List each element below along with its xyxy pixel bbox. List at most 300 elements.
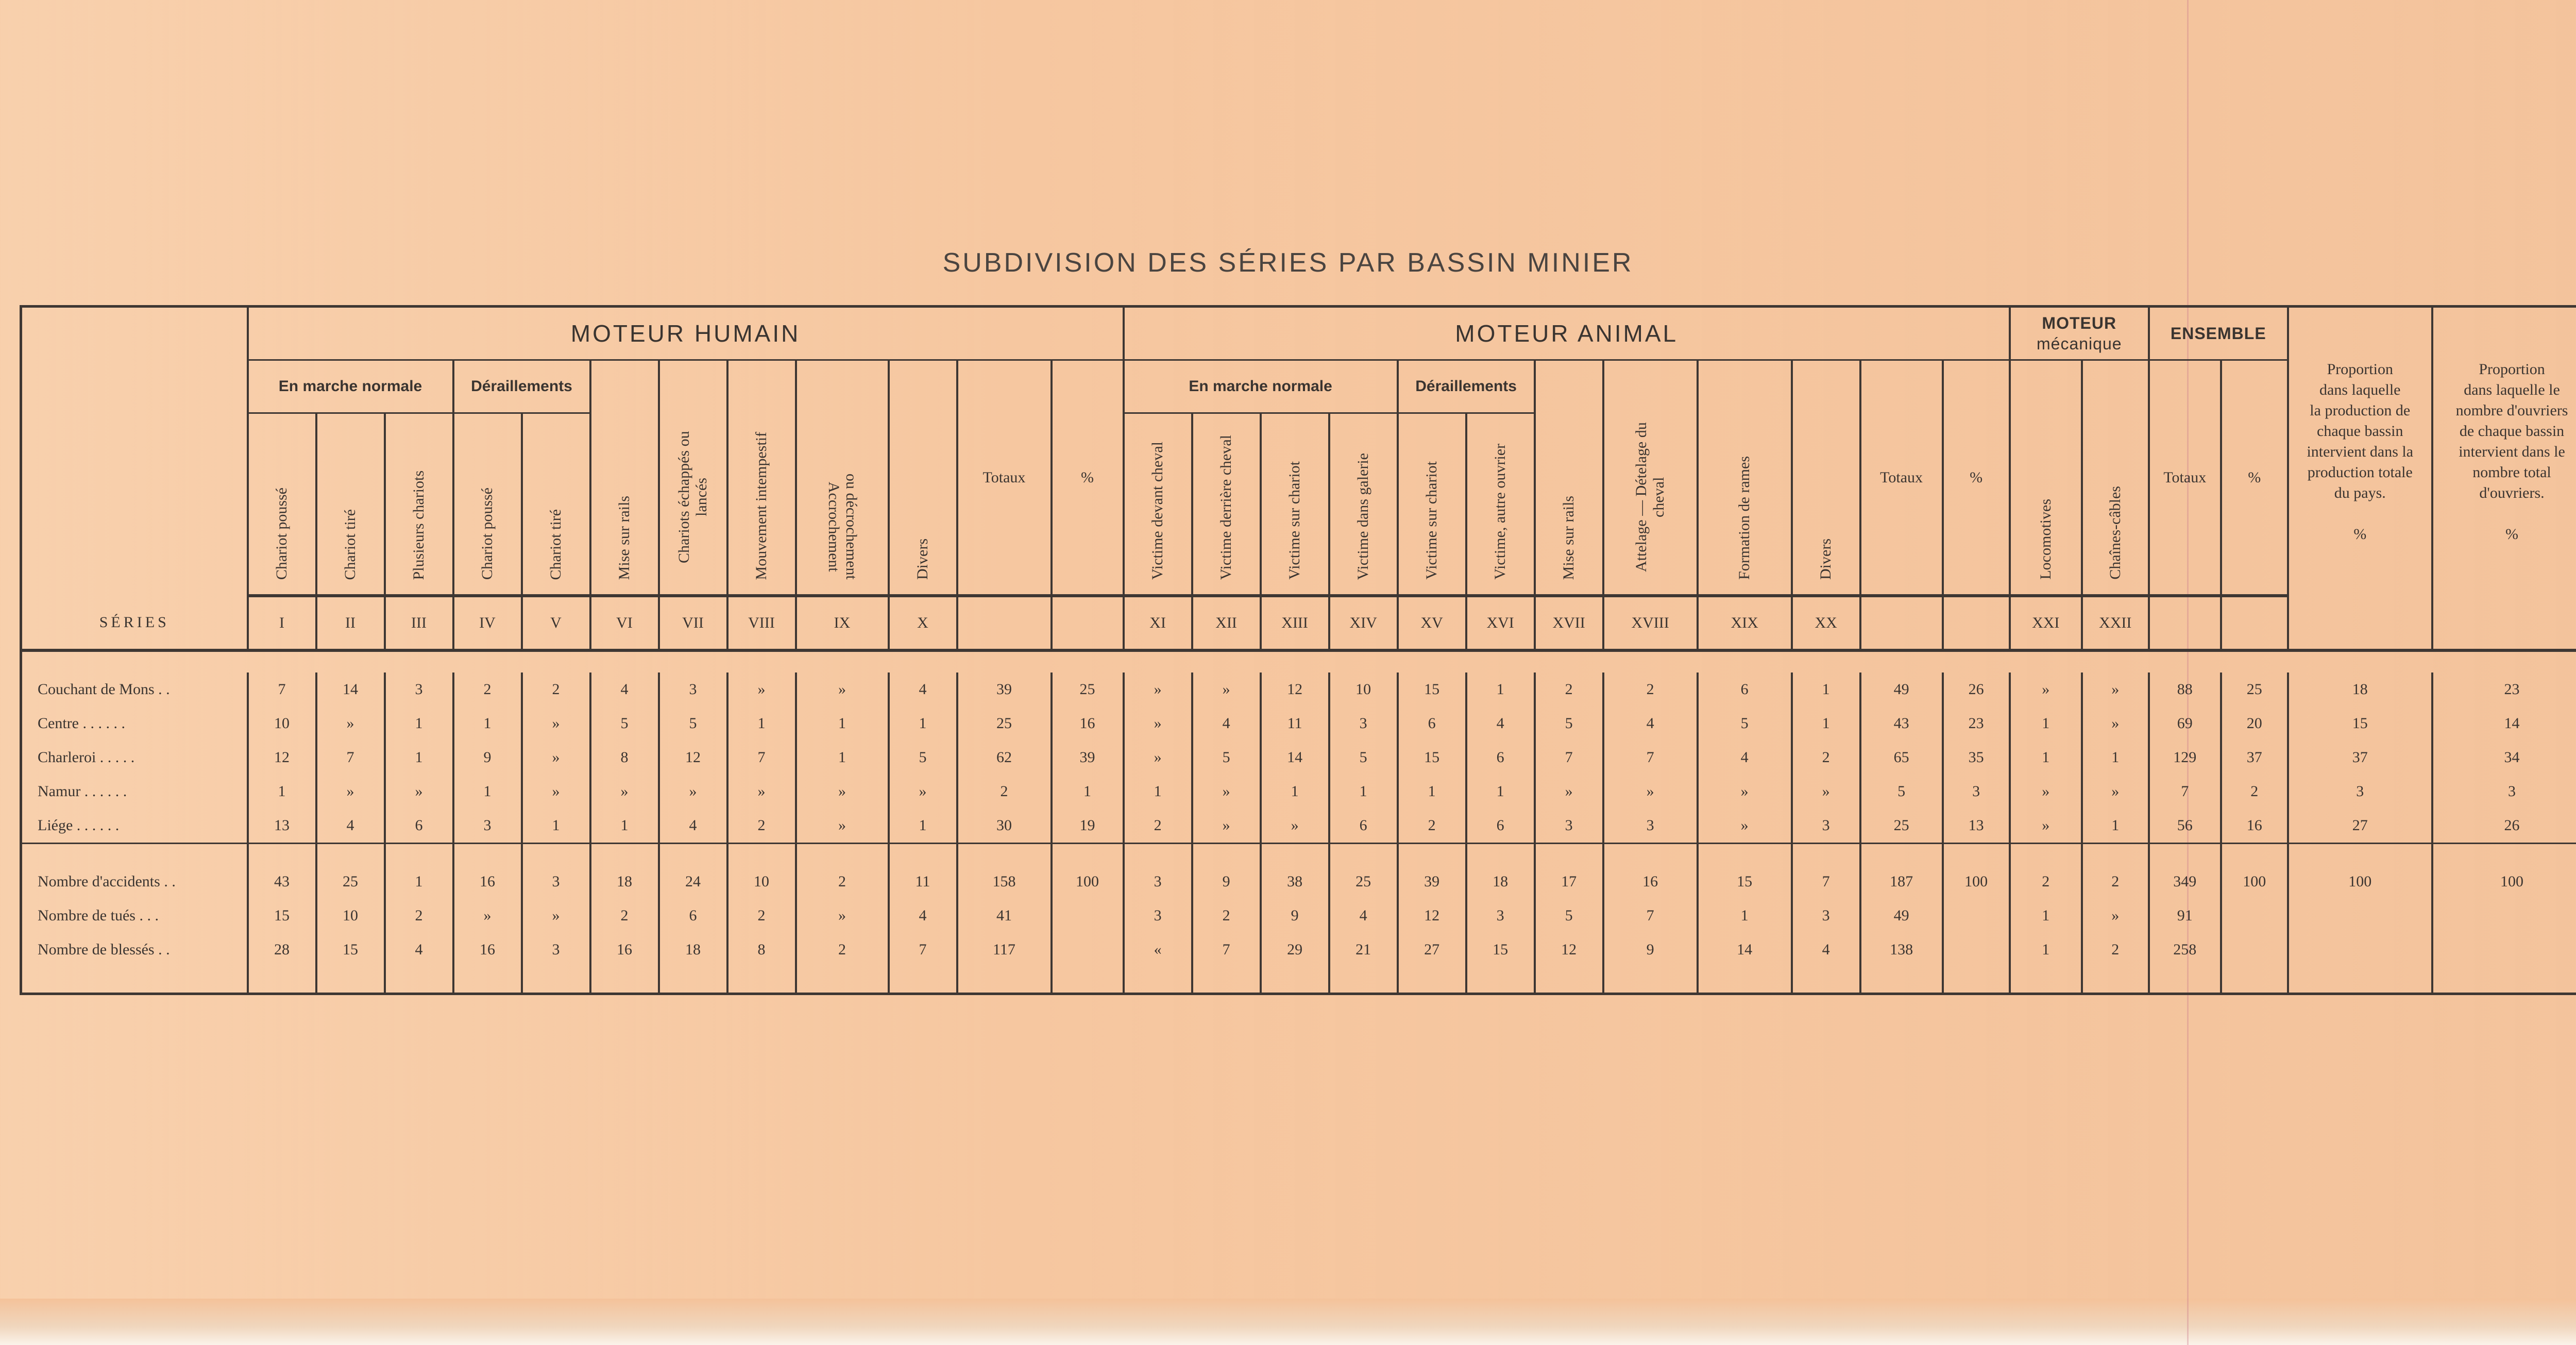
- table-cell: »: [2082, 707, 2149, 741]
- table-cell: 2: [1535, 672, 1603, 707]
- roman-cell: XVI: [1466, 596, 1535, 650]
- table-cell: 5: [1860, 775, 1943, 809]
- roman-cell: XXII: [2082, 596, 2149, 650]
- table-cell: [1943, 933, 2010, 967]
- table-cell: »: [590, 775, 659, 809]
- col-header-a-pct: %: [1943, 360, 2010, 596]
- table-cell: 138: [1860, 933, 1943, 967]
- table-cell: 27: [2288, 809, 2432, 844]
- col-header-e-totaux: Totaux: [2149, 360, 2221, 596]
- table-cell: 10: [248, 707, 316, 741]
- table-cell: 1: [522, 809, 590, 844]
- table-cell: 5: [1535, 899, 1603, 933]
- table-cell: 14: [2432, 707, 2576, 741]
- table-cell: 10: [1329, 672, 1398, 707]
- series-header-blank: [21, 307, 248, 596]
- table-cell: 100: [2288, 865, 2432, 899]
- table-cell: 3: [1466, 899, 1535, 933]
- table-cell: 15: [1398, 672, 1466, 707]
- table-cell: 6: [385, 809, 453, 844]
- table-cell: 1: [1792, 672, 1860, 707]
- roman-cell: [2432, 596, 2576, 650]
- roman-cell: XIX: [1698, 596, 1792, 650]
- col-header-c13: Victime sur chariot: [1261, 413, 1329, 596]
- roman-cell: III: [385, 596, 453, 650]
- table-cell: 18: [2288, 672, 2432, 707]
- table-cell: 15: [1466, 933, 1535, 967]
- table-cell: »: [316, 775, 385, 809]
- table-cell: 2: [727, 899, 796, 933]
- table-cell: »: [1535, 775, 1603, 809]
- table-cell: 1: [1124, 775, 1192, 809]
- table-cell: 88: [2149, 672, 2221, 707]
- proportion-ouvriers-header: Proportion dans laquelle le nombre d'ouvriers de chaque bassin intervient dans le nombre total d'ouvriers. %: [2432, 307, 2576, 596]
- table-cell: 2: [796, 933, 889, 967]
- col-header-c6: Mise sur rails: [590, 360, 659, 596]
- table-cell: 3: [2432, 775, 2576, 809]
- table-cell: 2: [2082, 933, 2149, 967]
- table-cell: 4: [1698, 741, 1792, 775]
- table-cell: 12: [1535, 933, 1603, 967]
- table-cell: »: [385, 775, 453, 809]
- table-cell: »: [1698, 809, 1792, 844]
- table-cell: 56: [2149, 809, 2221, 844]
- table-cell: 11: [889, 865, 957, 899]
- col-header-c11: Victime devant cheval: [1124, 413, 1192, 596]
- paper-bottom-edge: [0, 1299, 2576, 1345]
- subgroup-a-normale: En marche normale: [1124, 360, 1398, 413]
- roman-cell: IX: [796, 596, 889, 650]
- table-cell: 30: [957, 809, 1052, 844]
- table-cell: 1: [1398, 775, 1466, 809]
- table-cell: 91: [2149, 899, 2221, 933]
- table-cell: 158: [957, 865, 1052, 899]
- table-cell: 6: [1466, 809, 1535, 844]
- table-cell: 16: [1603, 865, 1698, 899]
- table-cell: 14: [1698, 933, 1792, 967]
- table-cell: [2221, 933, 2288, 967]
- roman-cell: XVII: [1535, 596, 1603, 650]
- table-cell: 1: [590, 809, 659, 844]
- roman-cell: I: [248, 596, 316, 650]
- table-cell: 28: [248, 933, 316, 967]
- accident-table: [20, 305, 2576, 995]
- totals-row: [21, 933, 2576, 967]
- table-cell: 9: [1261, 899, 1329, 933]
- table-cell: 25: [1860, 809, 1943, 844]
- table-cell: »: [1124, 741, 1192, 775]
- table-cell: [2288, 899, 2432, 933]
- roman-cell: VII: [659, 596, 727, 650]
- table-cell: 1: [453, 775, 522, 809]
- table-cell: 7: [1603, 899, 1698, 933]
- table-cell: 1: [727, 707, 796, 741]
- table-cell: 37: [2221, 741, 2288, 775]
- roman-cell: XII: [1192, 596, 1261, 650]
- table-cell: 6: [1466, 741, 1535, 775]
- table-cell: 1: [1261, 775, 1329, 809]
- table-cell: 3: [385, 672, 453, 707]
- roman-cell: [2221, 596, 2288, 650]
- table-cell: 3: [1943, 775, 2010, 809]
- table-cell: 23: [1943, 707, 2010, 741]
- col-header-c3: Plusieurs chariots: [385, 413, 453, 596]
- table-cell: 12: [659, 741, 727, 775]
- group-moteur-humain: MOTEUR HUMAIN: [248, 307, 1124, 360]
- table-cell: 23: [2432, 672, 2576, 707]
- table-cell: 21: [1329, 933, 1398, 967]
- table-cell: 7: [1603, 741, 1698, 775]
- table-cell: 43: [1860, 707, 1943, 741]
- roman-cell: [1052, 596, 1124, 650]
- table-cell: 13: [1943, 809, 2010, 844]
- table-cell: 2: [2010, 865, 2082, 899]
- table-cell: 1: [1466, 775, 1535, 809]
- col-header-c4: Chariot poussé: [453, 413, 522, 596]
- col-header-c14: Victime dans galerie: [1329, 413, 1398, 596]
- roman-cell: II: [316, 596, 385, 650]
- table-cell: 25: [957, 707, 1052, 741]
- proportion-production-header: Proportion dans laquelle la production de chaque bassin intervient dans la production totale du pays. %: [2288, 307, 2432, 596]
- table-cell: 7: [1792, 865, 1860, 899]
- roman-cell: IV: [453, 596, 522, 650]
- table-cell: 4: [590, 672, 659, 707]
- row-label: Nombre de tués . . .: [21, 899, 248, 933]
- roman-cell: XIV: [1329, 596, 1398, 650]
- table-cell: [1052, 899, 1124, 933]
- table-cell: 16: [2221, 809, 2288, 844]
- table-cell: »: [889, 775, 957, 809]
- col-header-c1: Chariot poussé: [248, 413, 316, 596]
- table-cell: 37: [2288, 741, 2432, 775]
- table-cell: 3: [1792, 809, 1860, 844]
- row-label: Liége . . . . . .: [21, 809, 248, 844]
- table-cell: 39: [1398, 865, 1466, 899]
- table-cell: 100: [1052, 865, 1124, 899]
- col-header-c19: Formation de rames: [1698, 360, 1792, 596]
- table-cell: 3: [522, 933, 590, 967]
- roman-cell: XVIII: [1603, 596, 1698, 650]
- table-cell: 16: [1052, 707, 1124, 741]
- table-cell: [1943, 899, 2010, 933]
- table-cell: 1: [453, 707, 522, 741]
- table-cell: 29: [1261, 933, 1329, 967]
- table-cell: 6: [1329, 809, 1398, 844]
- table-cell: 41: [957, 899, 1052, 933]
- table-cell: 349: [2149, 865, 2221, 899]
- table-cell: 4: [1792, 933, 1860, 967]
- table-cell: 15: [1698, 865, 1792, 899]
- table-cell: 2: [796, 865, 889, 899]
- table-cell: 7: [1192, 933, 1261, 967]
- table-cell: 1: [385, 865, 453, 899]
- table-cell: 25: [2221, 672, 2288, 707]
- table-cell: 4: [659, 809, 727, 844]
- roman-cell: XXI: [2010, 596, 2082, 650]
- table-cell: 1: [796, 707, 889, 741]
- table-cell: 39: [1052, 741, 1124, 775]
- table-cell: 9: [1192, 865, 1261, 899]
- roman-cell: [1943, 596, 2010, 650]
- table-cell: 2: [1192, 899, 1261, 933]
- table-cell: 25: [1052, 672, 1124, 707]
- table-cell: »: [1792, 775, 1860, 809]
- table-cell: 43: [248, 865, 316, 899]
- table-cell: »: [522, 775, 590, 809]
- table-cell: »: [2010, 672, 2082, 707]
- table-cell: [2432, 933, 2576, 967]
- table-cell: 7: [1535, 741, 1603, 775]
- table-cell: 10: [727, 865, 796, 899]
- table-row: [21, 672, 2576, 707]
- table-cell: 129: [2149, 741, 2221, 775]
- col-header-c10: Divers: [889, 360, 957, 596]
- table-cell: 5: [590, 707, 659, 741]
- row-label: Namur . . . . . .: [21, 775, 248, 809]
- table-cell: 5: [889, 741, 957, 775]
- table-cell: 12: [1261, 672, 1329, 707]
- roman-cell: XIII: [1261, 596, 1329, 650]
- roman-cell: [2149, 596, 2221, 650]
- col-header-c12: Victime derrière cheval: [1192, 413, 1261, 596]
- table-cell: 15: [1398, 741, 1466, 775]
- table-cell: 3: [1792, 899, 1860, 933]
- table-cell: »: [522, 707, 590, 741]
- table-cell: 2: [453, 672, 522, 707]
- table-cell: »: [1192, 672, 1261, 707]
- subgroup-header-row: [21, 360, 2576, 413]
- col-header-a-totaux: Totaux: [1860, 360, 1943, 596]
- table-cell: 1: [1466, 672, 1535, 707]
- table-cell: [1052, 933, 1124, 967]
- subgroup-h-deraillements: Déraillements: [453, 360, 590, 413]
- subgroup-h-normale: En marche normale: [248, 360, 453, 413]
- separator-row: [21, 844, 2576, 865]
- table-cell: 15: [2288, 707, 2432, 741]
- roman-cell: X: [889, 596, 957, 650]
- table-cell: 3: [1124, 899, 1192, 933]
- table-cell: 3: [1603, 809, 1698, 844]
- table-cell: 4: [1603, 707, 1698, 741]
- table-cell: 11: [1261, 707, 1329, 741]
- table-cell: 15: [248, 899, 316, 933]
- table-cell: 4: [889, 672, 957, 707]
- table-cell: 8: [590, 741, 659, 775]
- table-row: [21, 775, 2576, 809]
- table-cell: 2: [1603, 672, 1698, 707]
- col-header-h-pct: %: [1052, 360, 1124, 596]
- table-cell: »: [796, 672, 889, 707]
- table-cell: »: [316, 707, 385, 741]
- table-cell: 3: [659, 672, 727, 707]
- table-cell: 1: [2010, 899, 2082, 933]
- table-cell: 1: [2010, 933, 2082, 967]
- table-cell: »: [1603, 775, 1698, 809]
- table-cell: 27: [1398, 933, 1466, 967]
- table-cell: 1: [2010, 707, 2082, 741]
- group-moteur-mecanique: MOTEUR mécanique: [2010, 307, 2149, 360]
- table-cell: »: [727, 775, 796, 809]
- roman-cell: VI: [590, 596, 659, 650]
- table-cell: 1: [248, 775, 316, 809]
- table-cell: »: [522, 899, 590, 933]
- table-cell: 7: [248, 672, 316, 707]
- table-cell: 18: [590, 865, 659, 899]
- roman-cell: [957, 596, 1052, 650]
- roman-numeral-row: [21, 596, 2576, 650]
- table-cell: 24: [659, 865, 727, 899]
- row-label: Nombre d'accidents . .: [21, 865, 248, 899]
- table-cell: 100: [2221, 865, 2288, 899]
- table-cell: »: [659, 775, 727, 809]
- table-cell: 2: [1792, 741, 1860, 775]
- table-cell: 16: [453, 865, 522, 899]
- table-cell: 1: [889, 707, 957, 741]
- table-cell: 10: [316, 899, 385, 933]
- table-cell: 3: [2288, 775, 2432, 809]
- col-header-c8: Mouvement intempestif: [727, 360, 796, 596]
- table-cell: 1: [1698, 899, 1792, 933]
- row-label: Nombre de blessés . .: [21, 933, 248, 967]
- table-cell: 1: [1052, 775, 1124, 809]
- group-ensemble: ENSEMBLE: [2149, 307, 2288, 360]
- table-cell: 2: [522, 672, 590, 707]
- table-cell: »: [1261, 809, 1329, 844]
- table-cell: 19: [1052, 809, 1124, 844]
- table-cell: 2: [590, 899, 659, 933]
- table-container: [20, 305, 2576, 1052]
- table-cell: 4: [1466, 707, 1535, 741]
- table-cell: 4: [1329, 899, 1398, 933]
- roman-cell: XX: [1792, 596, 1860, 650]
- table-cell: 18: [1466, 865, 1535, 899]
- table-cell: 4: [1192, 707, 1261, 741]
- table-cell: 12: [1398, 899, 1466, 933]
- table-cell: 1: [385, 707, 453, 741]
- table-cell: »: [1124, 672, 1192, 707]
- col-header-c17: Mise sur rails: [1535, 360, 1603, 596]
- table-cell: 1: [1329, 775, 1398, 809]
- group-moteur-animal: MOTEUR ANIMAL: [1124, 307, 2010, 360]
- table-cell: 14: [1261, 741, 1329, 775]
- col-header-c15: Victime sur chariot: [1398, 413, 1466, 596]
- group-header-row: [21, 307, 2576, 360]
- roman-cell: XV: [1398, 596, 1466, 650]
- table-cell: 2: [2221, 775, 2288, 809]
- table-cell: 2: [1124, 809, 1192, 844]
- table-cell: »: [453, 899, 522, 933]
- table-cell: 4: [385, 933, 453, 967]
- table-cell: 3: [453, 809, 522, 844]
- table-cell: 3: [1535, 809, 1603, 844]
- table-cell: 3: [522, 865, 590, 899]
- col-header-e-pct: %: [2221, 360, 2288, 596]
- table-cell: 1: [2082, 741, 2149, 775]
- table-cell: 2: [727, 809, 796, 844]
- table-cell: 17: [1535, 865, 1603, 899]
- col-header-c2: Chariot tiré: [316, 413, 385, 596]
- spacer-row: [21, 650, 2576, 672]
- table-cell: 20: [2221, 707, 2288, 741]
- roman-cell: V: [522, 596, 590, 650]
- table-cell: »: [796, 899, 889, 933]
- roman-cell: XI: [1124, 596, 1192, 650]
- table-cell: 117: [957, 933, 1052, 967]
- table-row: [21, 809, 2576, 844]
- table-cell: 1: [796, 741, 889, 775]
- table-cell: 8: [727, 933, 796, 967]
- col-header-c16: Victime, autre ouvrier: [1466, 413, 1535, 596]
- table-cell: 1: [385, 741, 453, 775]
- table-cell: »: [2082, 899, 2149, 933]
- col-header-c18: Attelage — Dételage du cheval: [1603, 360, 1698, 596]
- table-cell: 65: [1860, 741, 1943, 775]
- table-cell: 9: [453, 741, 522, 775]
- table-cell: [2432, 899, 2576, 933]
- table-row: [21, 741, 2576, 775]
- row-label: Couchant de Mons . .: [21, 672, 248, 707]
- table-cell: »: [796, 809, 889, 844]
- table-cell: »: [1192, 809, 1261, 844]
- table-cell: 258: [2149, 933, 2221, 967]
- table-cell: 187: [1860, 865, 1943, 899]
- table-cell: 4: [316, 809, 385, 844]
- table-cell: »: [1124, 707, 1192, 741]
- table-cell: 18: [659, 933, 727, 967]
- table-cell: 26: [2432, 809, 2576, 844]
- row-label: Centre . . . . . .: [21, 707, 248, 741]
- table-cell: 4: [889, 899, 957, 933]
- table-cell: 7: [889, 933, 957, 967]
- table-cell: 1: [889, 809, 957, 844]
- table-cell: 25: [316, 865, 385, 899]
- table-cell: 5: [659, 707, 727, 741]
- roman-cell: [2288, 596, 2432, 650]
- table-cell: 6: [1398, 707, 1466, 741]
- table-cell: »: [727, 672, 796, 707]
- table-cell: 7: [2149, 775, 2221, 809]
- table-cell: 2: [385, 899, 453, 933]
- table-cell: 39: [957, 672, 1052, 707]
- table-cell: »: [2010, 775, 2082, 809]
- table-cell: 100: [2432, 865, 2576, 899]
- table-cell: [2288, 933, 2432, 967]
- table-cell: 5: [1192, 741, 1261, 775]
- table-cell: »: [1192, 775, 1261, 809]
- col-header-c20: Divers: [1792, 360, 1860, 596]
- table-cell: 12: [248, 741, 316, 775]
- roman-cell: VIII: [727, 596, 796, 650]
- table-cell: »: [522, 741, 590, 775]
- table-cell: 13: [248, 809, 316, 844]
- table-cell: 38: [1261, 865, 1329, 899]
- table-cell: 25: [1329, 865, 1398, 899]
- table-cell: 49: [1860, 672, 1943, 707]
- table-cell: 3: [1124, 865, 1192, 899]
- table-cell: »: [796, 775, 889, 809]
- table-cell: 49: [1860, 899, 1943, 933]
- table-cell: [2221, 899, 2288, 933]
- table-cell: »: [2010, 809, 2082, 844]
- table-cell: 2: [1398, 809, 1466, 844]
- table-cell: 6: [1698, 672, 1792, 707]
- table-cell: 5: [1535, 707, 1603, 741]
- table-cell: 1: [2010, 741, 2082, 775]
- table-row: [21, 707, 2576, 741]
- col-header-c9: Accrochement ou décrochement: [796, 360, 889, 596]
- table-cell: 14: [316, 672, 385, 707]
- table-cell: 34: [2432, 741, 2576, 775]
